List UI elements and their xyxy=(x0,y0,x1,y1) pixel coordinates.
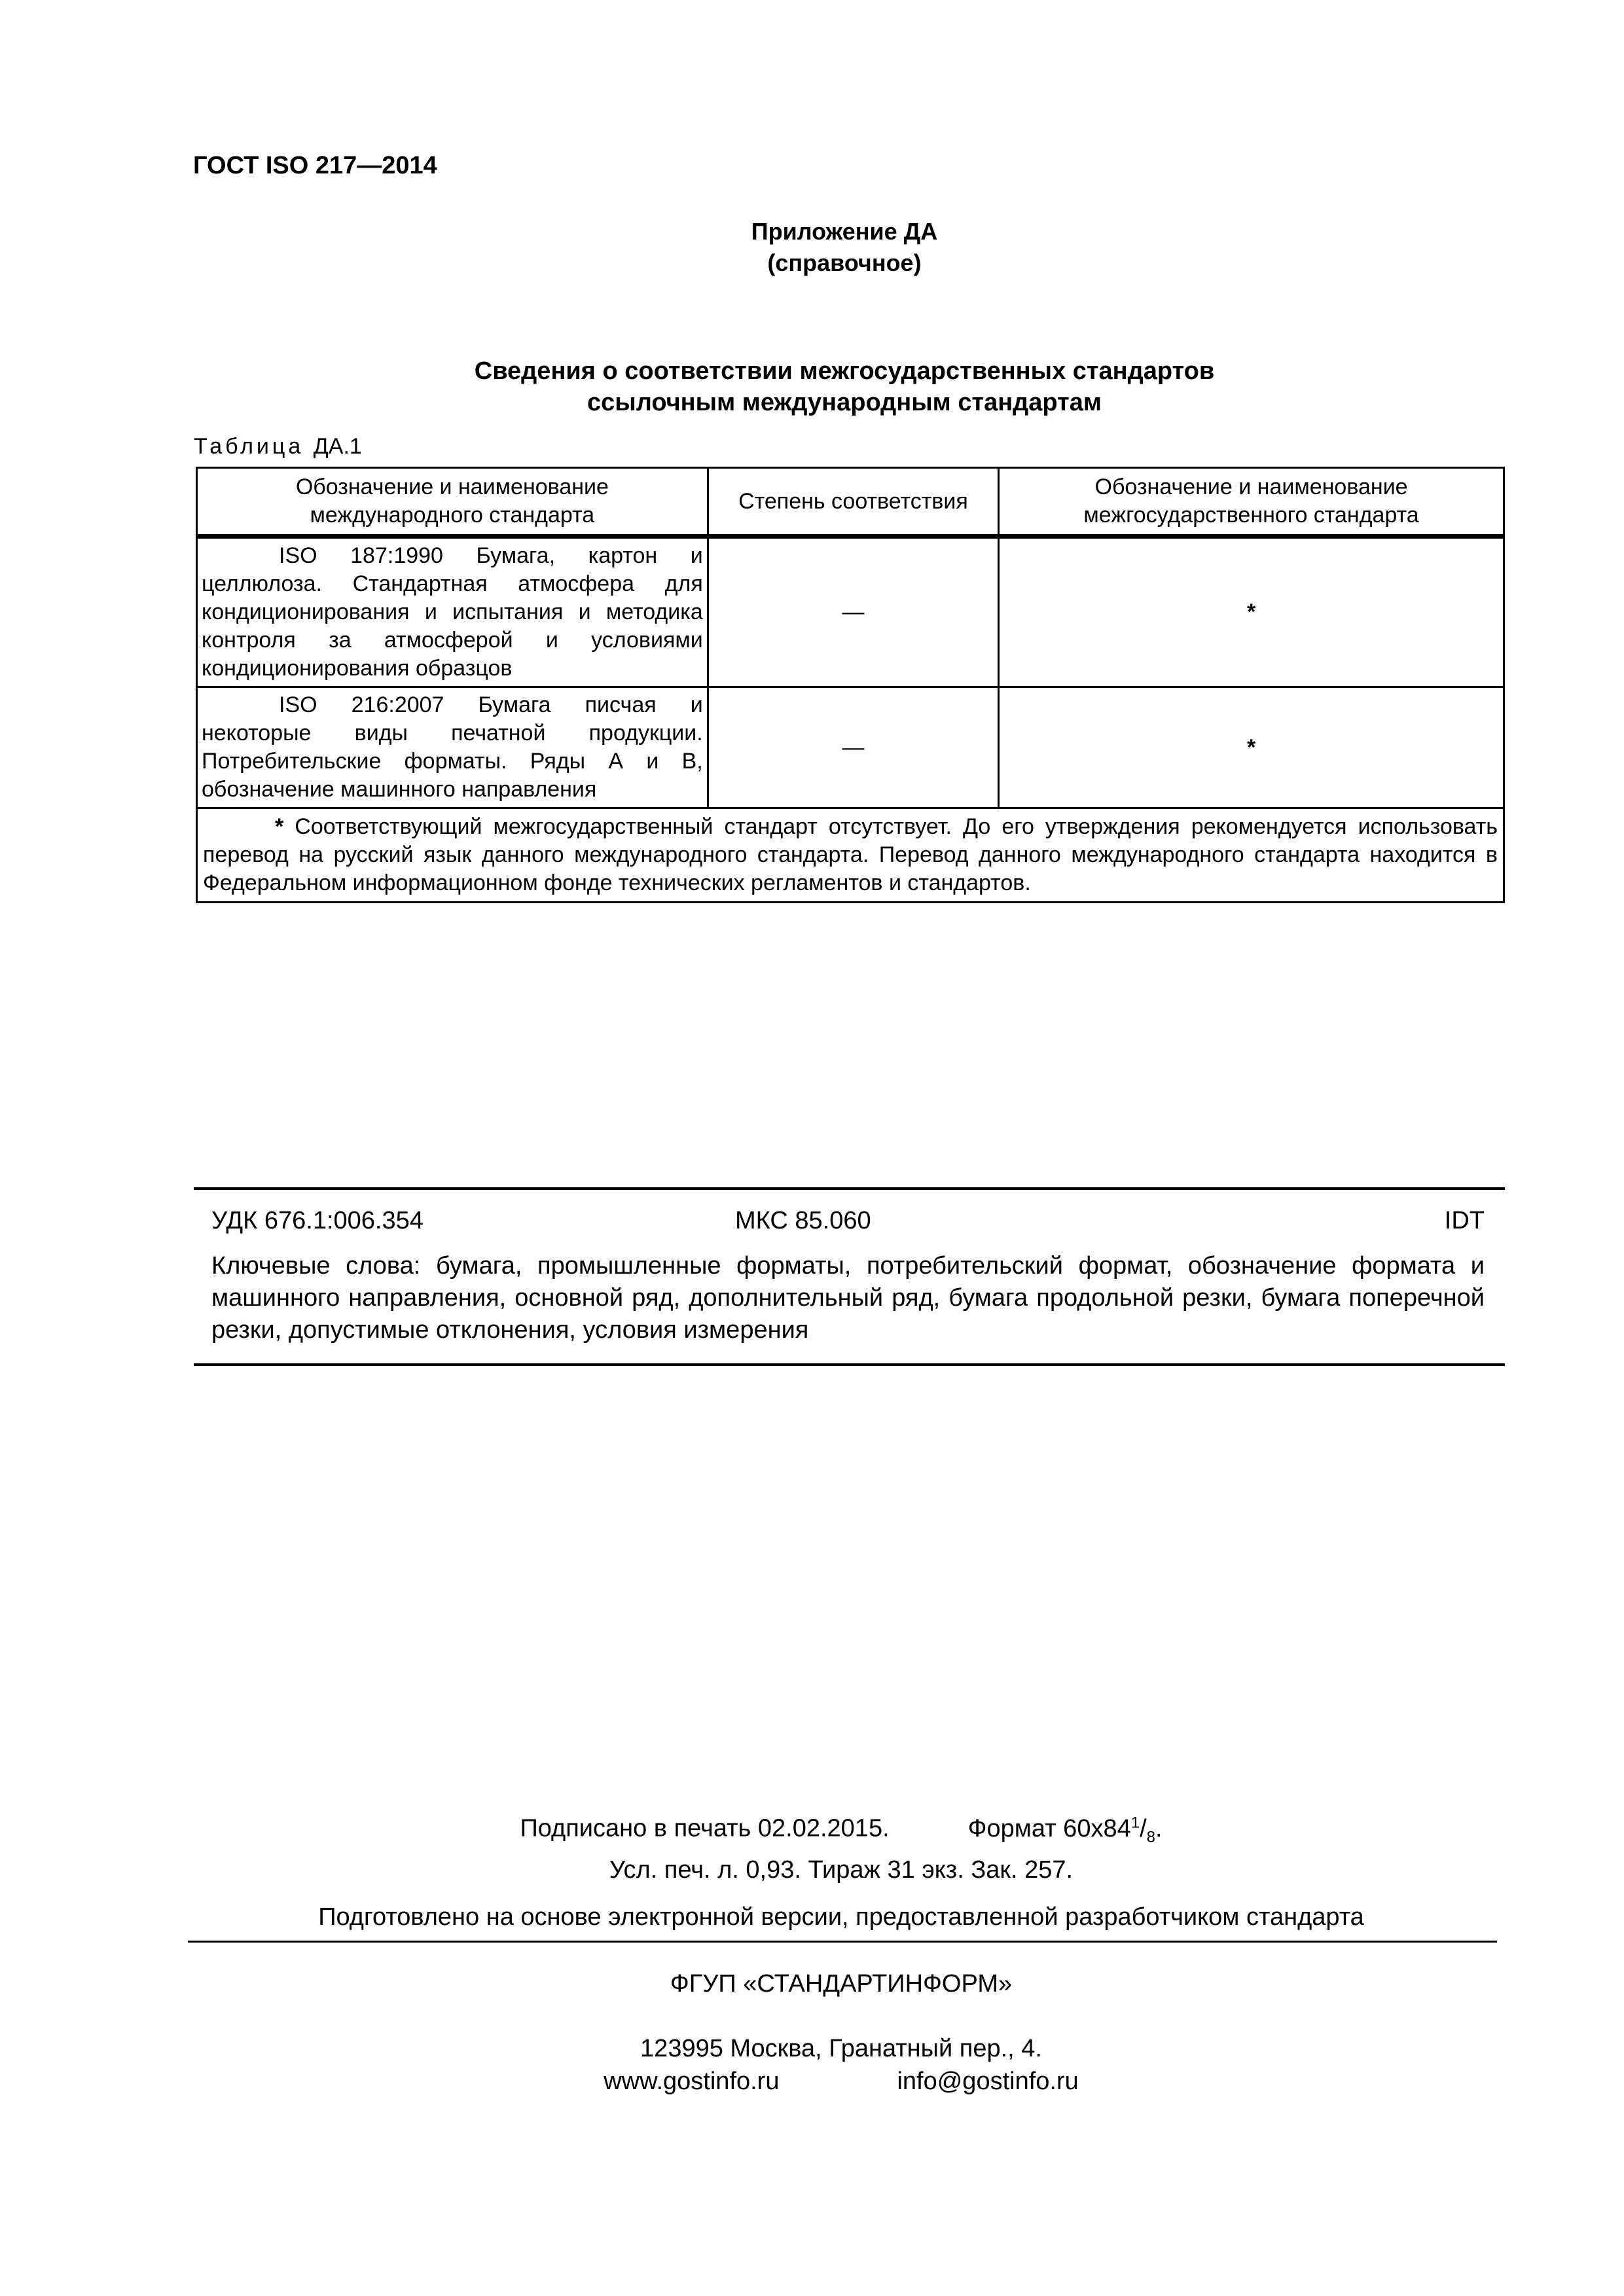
classification-row xyxy=(211,1207,1485,1235)
header-interstate-standard: Обозначение и наименование межгосударственного стандарта xyxy=(999,468,1504,537)
table-label xyxy=(194,434,362,459)
paper-format: Формат $60х84^1/_8$. xyxy=(967,1814,1163,1846)
table-cell-interstate: * xyxy=(999,537,1504,687)
table-cell-degree: — xyxy=(708,687,998,808)
table-cell-international: ISO 216:2007 Бумага писчая и некоторые виды печатной продукции. Потребительские форматы. Ряды А и В, обозначение машинного направления xyxy=(197,687,708,808)
imprint xyxy=(0,1806,1624,1886)
table-row xyxy=(197,537,1504,687)
annex-type: (справочное) xyxy=(767,249,922,276)
publisher-email[interactable]: info@gostinfo.ru xyxy=(897,2068,1079,2095)
table-note-row xyxy=(197,808,1504,903)
table-label-number: ДА.1 xyxy=(313,434,362,459)
table-cell-international: ISO 187:1990 Бумага, картон и целлюлоза. Стандартная атмосфера для кондиционирования и испытания и методика контроля за атмосферой и условиями кондиционирования образцов xyxy=(197,537,708,687)
publisher-name: ФГУП «СТАНДАРТИНФОРМ» xyxy=(670,1970,1013,1998)
table-header-row xyxy=(197,468,1504,537)
table-note xyxy=(197,808,1504,903)
note-text: Соответствующий межгосударственный стандарт отсутствует. До его утверждения рекомендуется использовать перевод на русский язык данного международного стандарта. Перевод данного международного стандарта находится в Федеральном информационном фонде технических регламентов и стандартов. xyxy=(203,814,1498,895)
keywords: Ключевые слова: бумага, промышленные форматы, потребительский формат, обозначение формата и машинного направления, основной ряд, дополнительный ряд, бумага продольной резки, бумага поперечной резки, допустимые отклонения, условия измерения xyxy=(211,1252,1485,1344)
publisher-web-row xyxy=(0,2065,1624,2098)
correspondence-table xyxy=(196,467,1505,903)
publisher-website[interactable]: www.gostinfo.ru xyxy=(604,2068,780,2095)
signed-date: Подписано в печать 02.02.2015. xyxy=(520,1814,890,1842)
harmonization-degree: IDT xyxy=(1444,1207,1485,1234)
udk-code: УДК 676.1:006.354 xyxy=(211,1207,424,1234)
imprint-line1 xyxy=(0,1806,1624,1854)
imprint-line2: Усл. печ. л. 0,93. Тираж 31 экз. Зак. 257. xyxy=(609,1856,1074,1884)
note-marker: * xyxy=(275,814,284,839)
mks-code: МКС 85.060 xyxy=(735,1207,871,1234)
table-cell-degree: — xyxy=(708,537,998,687)
table-label-word: Таблица xyxy=(194,434,304,459)
table-cell-interstate: * xyxy=(999,687,1504,808)
annex-heading xyxy=(0,216,1624,279)
section-title-line2: ссылочным международным стандартам xyxy=(586,389,1102,416)
header-international-standard: Обозначение и наименование международного стандарта xyxy=(197,468,708,537)
document-code: ГОСТ ISO 217—2014 xyxy=(193,152,437,179)
prepared-note: Подготовлено на основе электронной версии, предоставленной разработчиком стандарта xyxy=(318,1903,1364,1931)
header-degree-of-correspondence: Степень соответствия xyxy=(708,468,998,537)
publisher-divider xyxy=(188,1941,1497,1943)
annex-title: Приложение ДА xyxy=(751,218,938,245)
section-title-line1: Сведения о соответствии межгосударственных стандартов xyxy=(474,357,1215,385)
divider-bottom xyxy=(194,1363,1505,1366)
divider-top xyxy=(194,1187,1505,1190)
table-row xyxy=(197,687,1504,808)
section-title xyxy=(0,355,1624,418)
publisher-contacts xyxy=(0,2032,1624,2098)
publisher-address: 123995 Москва, Гранатный пер., 4. xyxy=(640,2035,1042,2062)
